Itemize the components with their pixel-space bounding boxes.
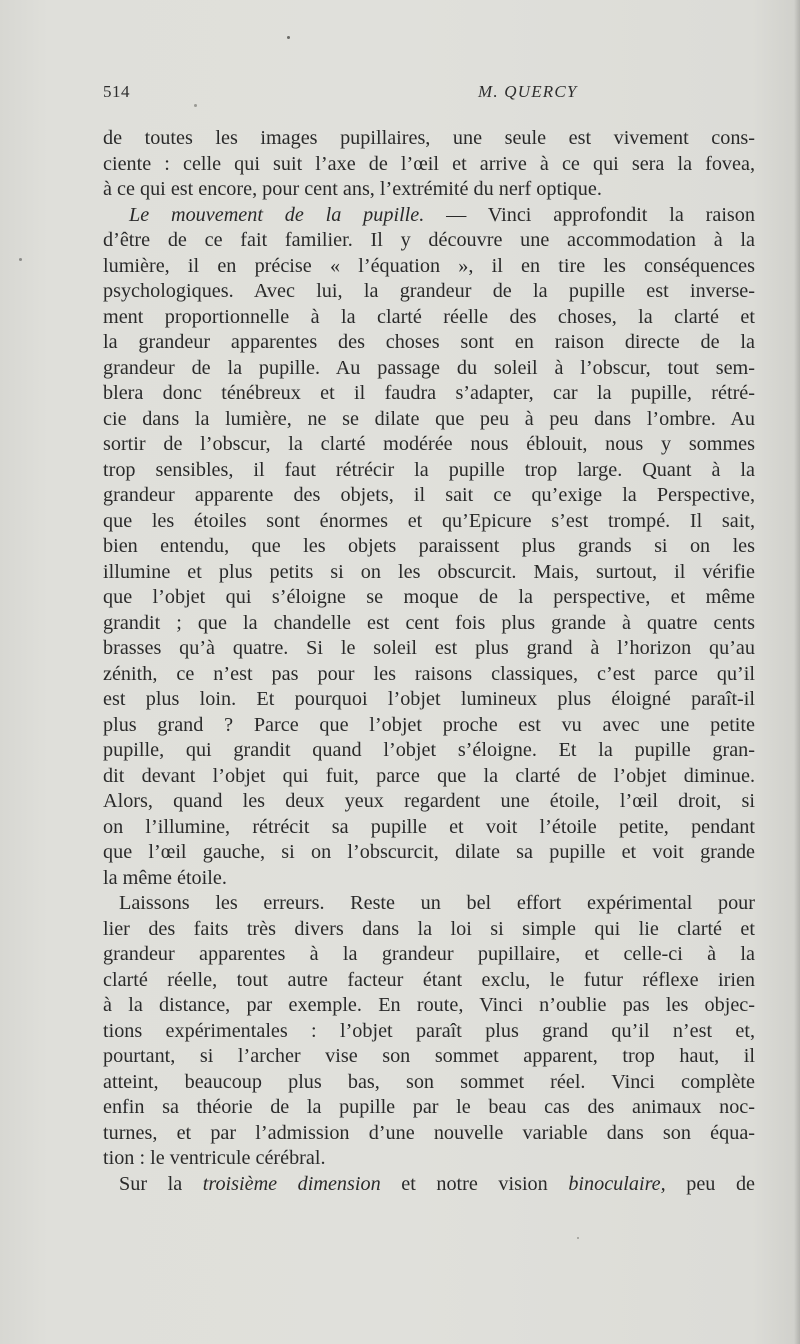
text-line: tions expérimentales : l’objet paraît plus grand qu’il n’est et, (103, 1019, 755, 1042)
text-fragment: et notre vision (380, 1172, 569, 1195)
text-line: pupille, qui grandit quand l’objet s’éloigne. Et la pupille gran- (103, 739, 755, 761)
text-line: d’être de ce fait familier. Il y découvre une accommodation à la (103, 229, 755, 251)
text-fragment: Sur la (119, 1172, 203, 1195)
paper-speck (577, 1237, 579, 1239)
text-line: que les étoiles sont énormes et qu’Epicure s’est trompé. Il sait, (103, 509, 755, 532)
text-line: cie dans la lumière, ne se dilate que peu à peu dans l’ombre. Au (103, 407, 755, 430)
text-line: trop sensibles, il faut rétrécir la pupille trop large. Quant à la (103, 458, 755, 481)
text-line: ciente : celle qui suit l’axe de l’œil et arrive à ce qui sera la fovea, (103, 152, 755, 175)
text-line: Alors, quand les deux yeux regardent une étoile, l’œil droit, si (103, 790, 755, 812)
body-text (103, 126, 755, 1197)
section-heading-line (103, 203, 755, 229)
text-line: plus grand ? Parce que l’objet proche est vu avec une petite (103, 713, 755, 736)
text-line: zénith, ce n’est pas pour les raisons classiques, c’est parce qu’il (103, 662, 755, 685)
text-line: lumière, il en précise « l’équation », il en tire les conséquences (103, 254, 755, 277)
text-line: enfin sa théorie de la pupille par le beau cas des animaux noc- (103, 1096, 755, 1118)
text-line: grandeur de la pupille. Au passage du soleil à l’obscur, tout sem- (103, 356, 755, 379)
text-line: tion : le ventricule cérébral. (103, 1147, 326, 1169)
text-line: à ce qui est encore, pour cent ans, l’extrémité du nerf optique. (103, 178, 602, 200)
text-fragment: — Vinci approfondit la raison (424, 203, 755, 226)
text-line: que l’objet qui s’éloigne se moque de la perspective, et même (103, 586, 755, 608)
text-line: illumine et plus petits si on les obscurcit. Mais, surtout, il vérifie (103, 560, 755, 583)
text-line: à la distance, par exemple. En route, Vinci n’oublie pas les objec- (103, 994, 755, 1016)
page-edge-shadow (794, 0, 800, 1344)
italic-term: troisième dimension (202, 1172, 381, 1195)
running-head: M. QUERCY (478, 82, 578, 101)
text-line: de toutes les images pupillaires, une seule est vivement cons- (103, 127, 755, 149)
text-line: grandeur apparentes à la grandeur pupillaire, et celle-ci à la (103, 943, 755, 965)
text-line: dit devant l’objet qui fuit, parce que la clarté de l’objet diminue. (103, 764, 755, 787)
text-line: blera donc ténébreux et il faudra s’adapter, car la pupille, rétré- (103, 382, 755, 404)
text-line: la grandeur apparentes des choses sont en raison directe de la (103, 331, 755, 353)
text-line: Laissons les erreurs. Reste un bel effort expérimental pour (119, 892, 755, 914)
text-line: ment proportionnelle à la clarté réelle des choses, la clarté et (103, 305, 755, 328)
text-fragment: peu de (665, 1172, 756, 1195)
text-line: pourtant, si l’archer vise son sommet apparent, trop haut, il (103, 1045, 755, 1067)
paper-speck (287, 36, 290, 39)
italic-term: binoculaire, (568, 1172, 666, 1195)
text-line: brasses qu’à quatre. Si le soleil est plus grand à l’horizon qu’au (103, 637, 755, 659)
text-line: clarté réelle, tout autre facteur étant exclu, le futur réflexe irien (103, 968, 755, 991)
section-heading: Le mouvement de la pupille. (129, 203, 425, 226)
text-line: est plus loin. Et pourquoi l’objet lumineux plus éloigné paraît-il (103, 688, 755, 710)
text-line: turnes, et par l’admission d’une nouvelle variable dans son équa- (103, 1121, 755, 1144)
page-header (103, 82, 755, 108)
text-line: que l’œil gauche, si on l’obscurcit, dilate sa pupille et voit grande (103, 841, 755, 863)
text-line: grandeur apparente des objets, il sait ce qu’exige la Perspective, (103, 484, 755, 506)
text-line: on l’illumine, rétrécit sa pupille et voit l’étoile petite, pendant (103, 815, 755, 838)
page-number: 514 (103, 82, 130, 101)
paper-speck (19, 258, 22, 261)
text-line: atteint, beaucoup plus bas, son sommet réel. Vinci complète (103, 1070, 755, 1093)
text-line: la même étoile. (103, 866, 227, 889)
text-line: bien entendu, que les objets paraissent plus grands si on les (103, 535, 755, 557)
text-line: psychologiques. Avec lui, la grandeur de la pupille est inverse- (103, 280, 755, 302)
text-line: lier des faits très divers dans la loi si simple qui lie clarté et (103, 917, 755, 940)
text-line (103, 1172, 755, 1198)
text-line: grandit ; que la chandelle est cent fois plus grande à quatre cents (103, 611, 755, 634)
text-line: sortir de l’obscur, la clarté modérée nous éblouit, nous y sommes (103, 433, 755, 455)
